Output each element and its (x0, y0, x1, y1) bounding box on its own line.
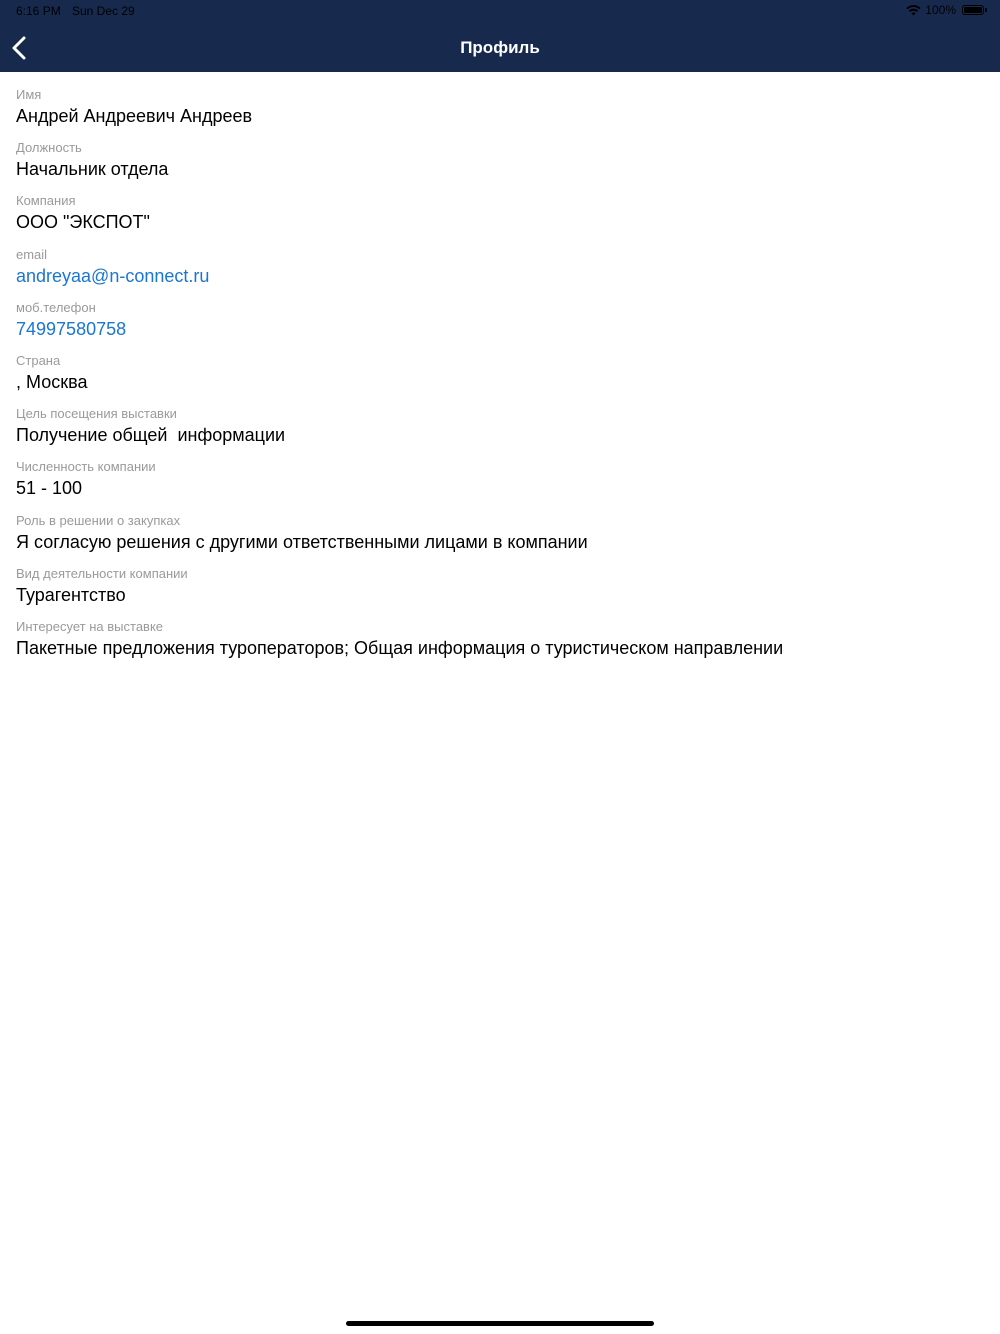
top-bar (0, 0, 1000, 72)
field-label: email (16, 246, 48, 262)
field-label: моб.телефон (16, 299, 96, 315)
battery-percentage: 100% (925, 3, 956, 17)
page-title: Профиль (460, 38, 540, 57)
chevron-left-icon (6, 30, 38, 66)
status-date: Sun Dec 29 (72, 4, 135, 18)
home-indicator[interactable] (346, 1321, 654, 1326)
field-label: Цель посещения выставки (16, 406, 177, 422)
field-label: Интересует на выставке (16, 618, 164, 634)
phone-link[interactable]: 74997580758 (16, 318, 127, 339)
field-value: Начальник отдела (16, 159, 169, 180)
field-label: Численность компании (16, 459, 156, 475)
field-purchase-role (16, 512, 984, 565)
field-company-size (16, 458, 984, 511)
field-label: Роль в решении о закупках (16, 512, 181, 528)
field-value: Турагентство (16, 584, 126, 605)
navigation-bar (0, 24, 1000, 72)
field-value: , Москва (16, 371, 88, 392)
field-label: Страна (16, 352, 61, 368)
battery-tip (985, 8, 987, 12)
field-value: Андрей Андреевич Андреев (16, 106, 253, 126)
field-exhibition-interests (16, 618, 984, 671)
wifi-icon (906, 5, 921, 16)
field-label: Имя (16, 87, 42, 102)
back-button[interactable] (6, 30, 38, 66)
status-time: 6:16 PM (16, 4, 61, 18)
field-label: Вид деятельности компании (16, 565, 188, 581)
battery-icon (962, 5, 984, 15)
field-business-type (16, 565, 984, 618)
field-email (16, 246, 984, 299)
field-value: Я согласую решения с другими ответственными лицами в компании (16, 531, 588, 552)
battery-level-fill (964, 7, 982, 13)
field-label: Должность (16, 140, 82, 156)
field-label: Компания (16, 193, 76, 209)
field-value: Получение общей информации (16, 425, 286, 446)
profile-details (16, 86, 984, 671)
field-position (16, 139, 984, 192)
email-link[interactable]: andreyaa@n-connect.ru (16, 265, 210, 286)
status-bar (0, 0, 1000, 24)
field-value: 51 - 100 (16, 478, 83, 499)
field-mobile-phone (16, 299, 984, 352)
field-country (16, 352, 984, 405)
field-value: Пакетные предложения туроператоров; Общая информация о туристическом направлении (16, 637, 784, 658)
field-visit-purpose (16, 405, 984, 458)
field-name (16, 86, 984, 139)
status-indicators (906, 3, 984, 17)
field-value: ООО "ЭКСПОТ" (16, 212, 150, 233)
field-company (16, 192, 984, 245)
